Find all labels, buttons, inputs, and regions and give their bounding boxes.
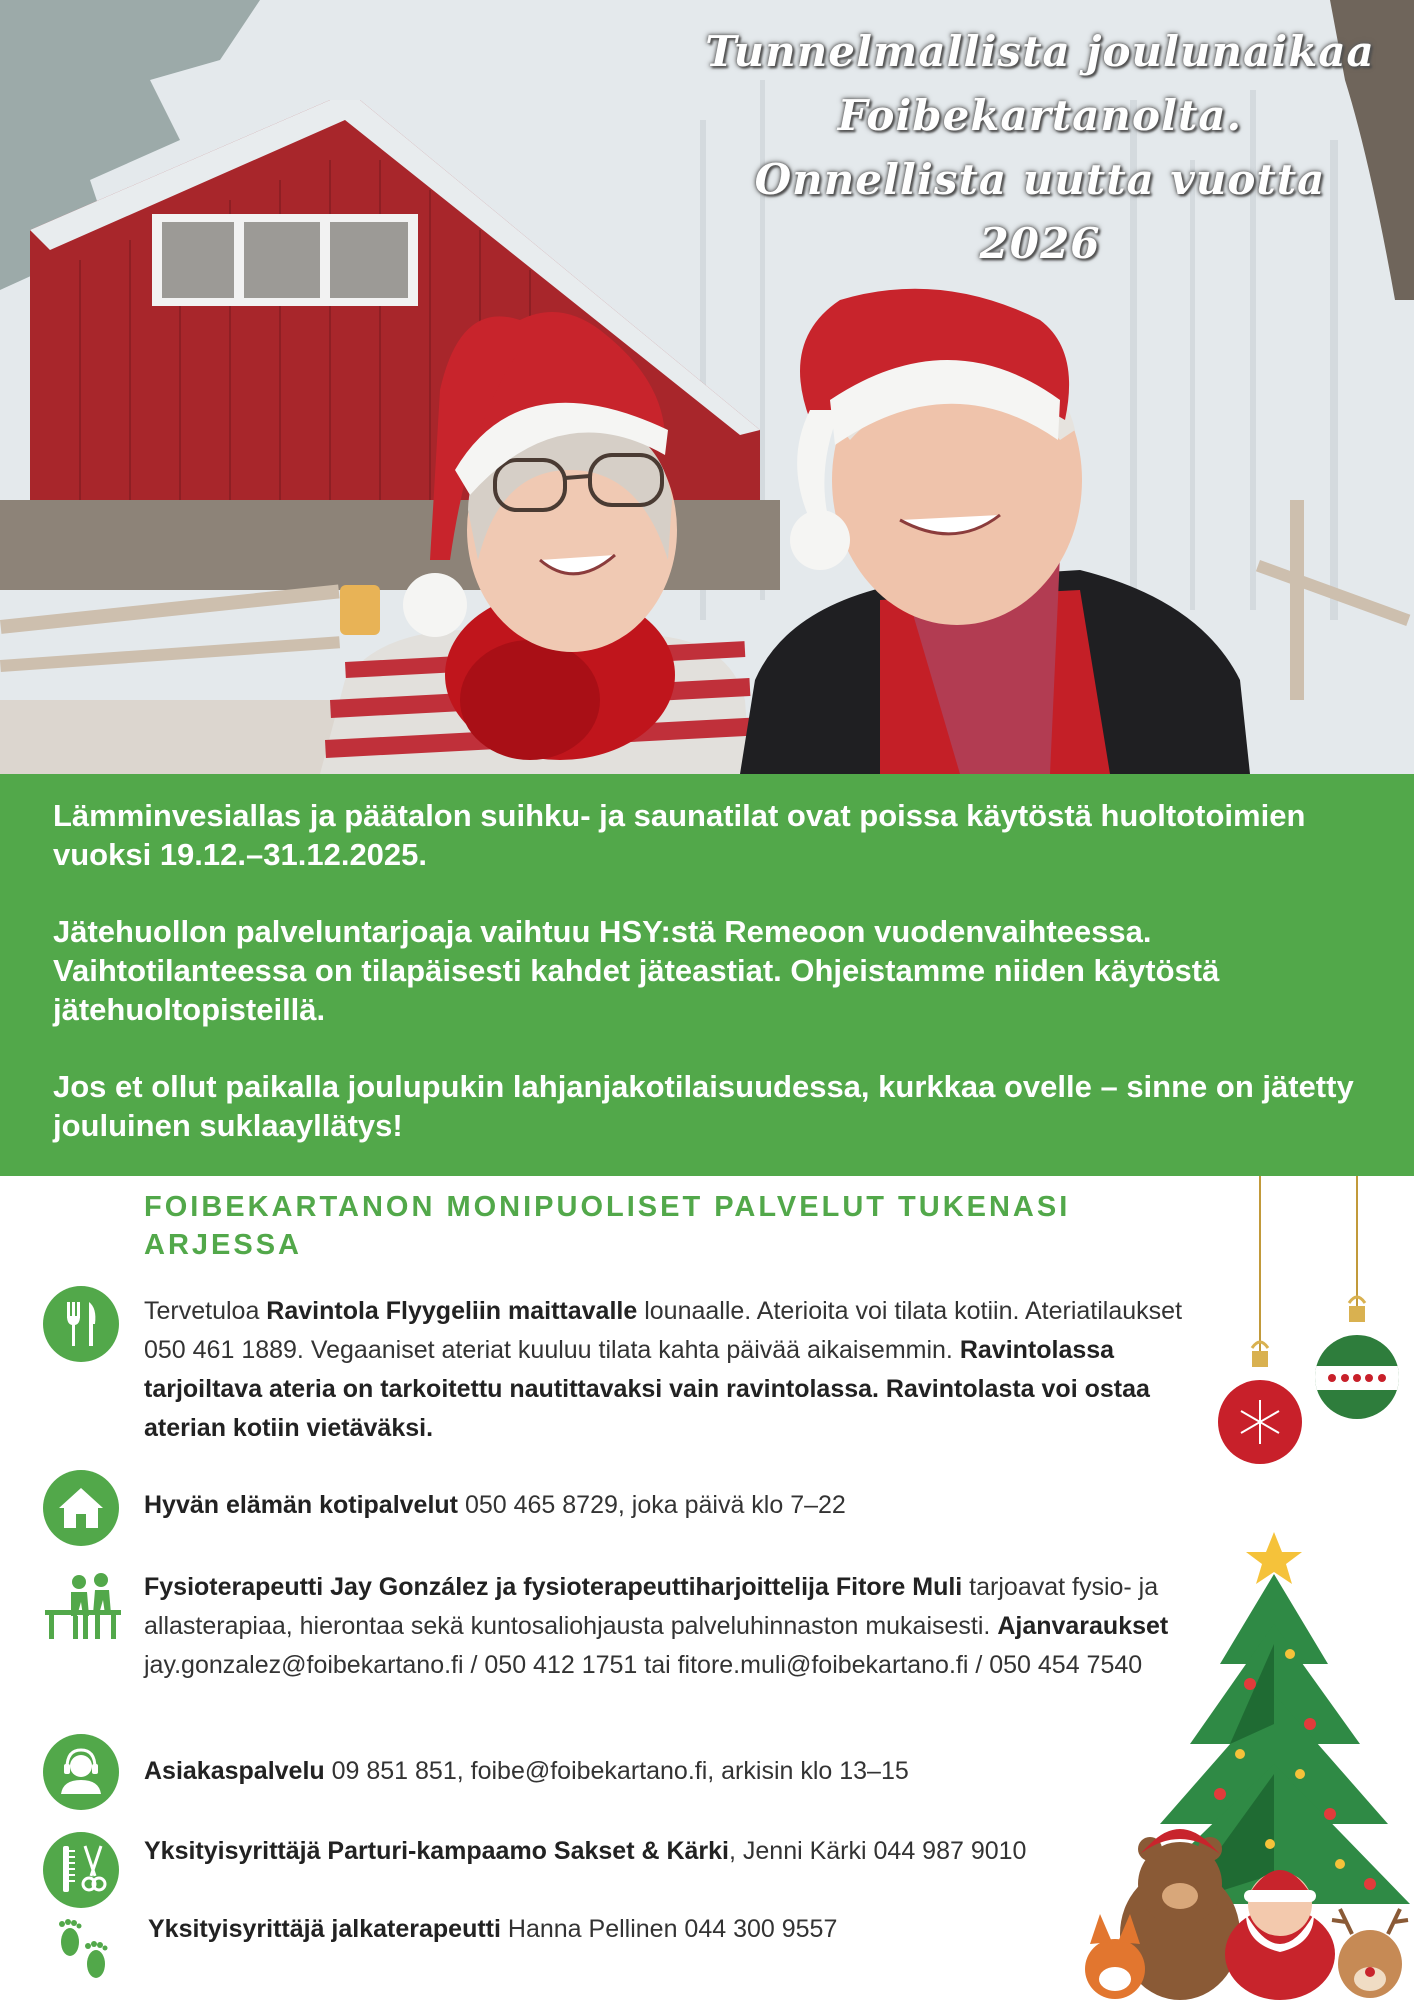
- ornament-green-stripes: [1310, 1176, 1410, 1436]
- service-foot-therapy: [148, 1910, 1208, 1949]
- barber-details: , Jenni Kärki 044 987 9010: [729, 1837, 1027, 1865]
- physio-booking-label: Ajanvaraukset: [997, 1612, 1169, 1640]
- greeting-heading: [690, 20, 1390, 276]
- physio-contacts: jay.gonzalez@foibekartano.fi / 050 412 1751 tai fitore.muli@foibekartano.fi / 050 454 7540: [144, 1651, 1143, 1679]
- physiotherapy-icon: [43, 1572, 123, 1642]
- notice-box: [0, 774, 1414, 1176]
- service-customer-service: [144, 1752, 1204, 1791]
- notice-chocolate-surprise: Jos et ollut paikalla joulupukin lahjanjakotilaisuudessa, kurkkaa ovelle – sinne on jätetty jouluinen suklaayllätys!: [53, 1069, 1354, 1143]
- service-physiotherapy: [144, 1568, 1204, 1685]
- services-section: [0, 1176, 1414, 2000]
- services-title: FOIBEKARTANON MONIPUOLISET PALVELUT TUKENASI ARJESSA: [144, 1191, 1071, 1261]
- home-care-name: Hyvän elämän kotipalvelut: [144, 1491, 459, 1519]
- customer-service-details: 09 851 851, foibe@foibekartano.fi, arkisin klo 13–15: [324, 1757, 909, 1785]
- notice-pool-closure: Lämminvesiallas ja päätalon suihku- ja saunatilat ovat poissa käytöstä huoltotoimien vuoksi 19.12.–31.12.2025.: [53, 798, 1306, 872]
- footprints-icon: [50, 1916, 120, 1986]
- customer-service-name: Asiakaspalvelu: [144, 1757, 325, 1785]
- restaurant-name: Ravintola Flyygeliin maittavalle: [266, 1297, 638, 1325]
- barber-name: Yksityisyrittäjä Parturi-kampaamo Sakset & Kärki: [144, 1837, 729, 1865]
- home-icon: [43, 1470, 119, 1546]
- service-restaurant: [144, 1292, 1204, 1448]
- greeting-line-3: Onnellista uutta vuotta: [754, 155, 1326, 204]
- cutlery-icon: [43, 1286, 119, 1362]
- service-home-care: [144, 1486, 1204, 1525]
- scissors-comb-icon: [43, 1832, 119, 1908]
- physio-text-1: tarjoavat fysio- ja allasterapiaa, hierontaa sekä kuntosaliohjausta palveluhinnaston mukaisesti.: [144, 1573, 1159, 1640]
- ornament-snowflake: [1210, 1176, 1310, 1476]
- greeting-line-4: 2026: [979, 219, 1101, 268]
- restaurant-text-1: Tervetuloa: [144, 1297, 267, 1325]
- foot-therapy-name: Yksityisyrittäjä jalkaterapeutti: [148, 1915, 501, 1943]
- greeting-line-1: Tunnelmallista joulunaikaa: [705, 27, 1375, 76]
- christmas-tree-illustration: [1070, 1524, 1414, 2000]
- hero-photo: [0, 0, 1414, 774]
- greeting-line-2: Foibekartanolta.: [837, 91, 1243, 140]
- restaurant-note: Ravintolassa tarjoiltava ateria on tarkoitettu nautittavaksi vain ravintolassa. Ravintolasta voi ostaa aterian kotiin vietäväksi.: [144, 1336, 1150, 1442]
- foot-therapy-details: Hanna Pellinen 044 300 9557: [500, 1915, 838, 1943]
- customer-service-icon: [43, 1734, 119, 1810]
- notice-waste-management: Jätehuollon palveluntarjoaja vaihtuu HSY:stä Remeoon vuodenvaihteessa. Vaihtotilanteessa on tilapäisesti kahdet jäteastiat. Ohjeistamme niiden käytöstä jätehuoltopisteillä.: [53, 914, 1220, 1027]
- physio-names: Fysioterapeutti Jay González ja fysioterapeuttiharjoittelija Fitore Muli: [144, 1573, 963, 1601]
- home-care-details: 050 465 8729, joka päivä klo 7–22: [458, 1491, 846, 1519]
- service-barber: [144, 1832, 1204, 1871]
- restaurant-text-2: lounaalle. Aterioita voi tilata kotiin. Ateriatilaukset 050 461 1889. Vegaaniset ateriat kuuluu tilata kahta päivää aikaisemmin.: [144, 1297, 1183, 1364]
